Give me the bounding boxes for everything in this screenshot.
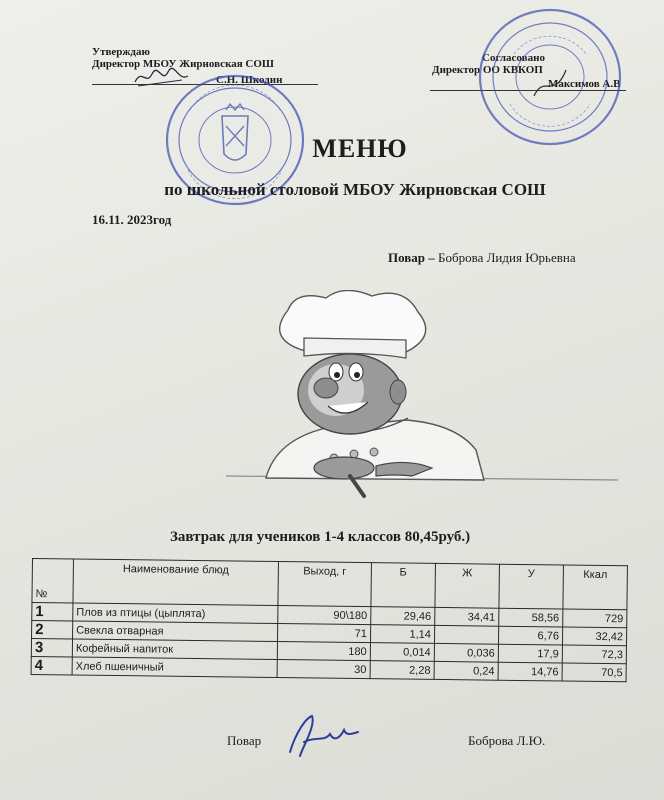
approval-right-position: Директор ОО КВКОП [432,64,543,76]
approval-left-position: Директор МБОУ Жирновская СОШ [92,58,275,70]
header-b: Б [371,563,436,608]
row-u: 58,56 [499,608,563,627]
row-kcal: 72,3 [562,645,626,664]
row-yield: 71 [277,624,370,643]
header-zh: Ж [435,563,500,608]
row-kcal: 32,42 [562,627,626,646]
approval-left-label: Утверждаю [92,46,150,58]
row-u: 14,76 [498,662,562,681]
row-zh: 0,24 [434,661,498,680]
row-yield: 90\180 [278,606,371,625]
kvkop-stamp [474,4,626,150]
footer-cook-name: Боброва Л.Ю. [468,733,546,748]
row-num: 4 [31,656,72,674]
table-header-row [32,559,627,610]
row-b: 29,46 [371,607,435,626]
cook-label: Повар – [388,250,435,265]
meal-title: Завтрак для учеников 1-4 классов 80,45руб.) [170,529,471,545]
approval-right-signer: Максимов А.В [548,78,621,90]
row-name: Свекла отварная [73,621,278,642]
header-u: У [499,564,564,609]
row-zh: 34,41 [435,607,499,626]
row-zh: 0,036 [434,643,498,662]
row-name: Хлеб пшеничный [72,657,277,678]
row-num: 1 [32,603,73,621]
header-kcal: Ккал [563,565,628,610]
page-title: МЕНЮ [312,134,408,163]
header-yield: Выход, г [278,562,371,607]
cook-name: Боброва Лидия Юрьевна [438,250,576,265]
row-b: 2,28 [370,661,434,680]
row-kcal: 70,5 [562,663,626,682]
row-b: 1,14 [370,625,434,644]
row-kcal: 729 [563,609,627,628]
menu-date: 16.11. 2023год [92,212,172,227]
menu-table [31,558,628,682]
header-num: № [32,559,74,603]
row-yield: 30 [277,660,370,679]
footer-cook-label: Повар [227,733,262,748]
row-num: 3 [31,639,72,657]
approval-left-signer: С.Н. Шкодин [216,74,283,86]
row-u: 17,9 [498,644,562,663]
cook-signature [282,712,362,762]
row-num: 2 [32,621,73,639]
approval-right-label: Согласовано [482,52,545,64]
chef-illustration [226,290,618,512]
page-subtitle: по школьной столовой МБОУ Жирновская СОШ [164,180,546,199]
row-name: Плов из птицы (цыплята) [73,603,278,624]
row-b: 0,014 [370,643,434,662]
cook-line [388,250,576,266]
row-u: 6,76 [498,626,562,645]
header-name: Наименование блюд [73,559,279,606]
row-name: Кофейный напиток [72,639,277,660]
row-yield: 180 [277,642,370,661]
row-zh [434,625,498,644]
